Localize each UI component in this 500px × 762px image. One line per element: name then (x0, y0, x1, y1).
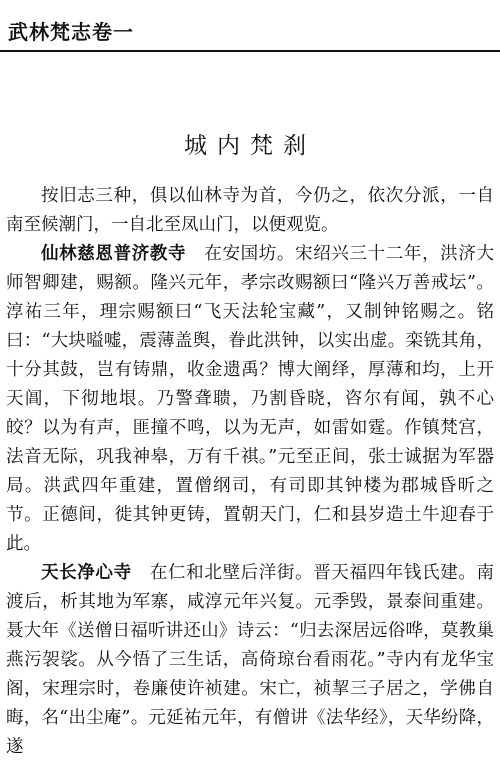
entry-name: 天长净心寺 (41, 563, 132, 583)
entry-paragraph (6, 559, 494, 762)
body-text (6, 182, 494, 762)
header-rule (0, 50, 500, 52)
intro-paragraph: 按旧志三种，俱以仙林寺为首，今仍之，依次分派，一自南至候潮门，一自北至凤山门，以便观览。 (6, 186, 494, 235)
entry-paragraph (6, 240, 494, 559)
book-title: 武林梵志卷一 (8, 20, 134, 44)
entry-name: 仙林慈恩普济教寺 (41, 244, 187, 264)
entry-text: 在安国坊。宋绍兴三十二年，洪济大师智卿建，赐额。隆兴元年，孝宗改赐额曰“隆兴万善戒坛”。淳祐三年，理宗赐额曰“飞天法轮宝藏”，又制钟铭赐之。铭曰：“大块嗌嘘，震薄盖舆，眷此洪钟，以实出虚。栾铣其角，十分其鼓，岂有铸鼎，收金遗禹？博大阐绎，厚薄和均，上开天阊，下彻地垠。乃警聋聩，乃割昏晓，咨尔有闻，孰不心皎？以为有声，匪撞不鸣，以为无声，如雷如霆。作镇梵宫，法音无际，巩我神皋，万有千祺。”元至正间，张士诚据为军器局。洪武四年重建，置僧纲司，有司即其钟楼为郡城昏昕之节。正德间，徙其钟更铸，置朝天门，仁和县岁造土牛迎春于此。 (6, 244, 495, 554)
section-title: 城内梵刹 (184, 133, 316, 159)
entry-text: 在仁和北壁后洋街。晋天福四年钱氏建。南渡后，析其地为军寨，咸淳元年兴复。元季毁，景泰间重建。聂大年《送僧日福听讲还山》诗云：“归去深居远俗哗，莫教巢燕污袈裟。从今悟了三生话，高倚琼台看雨花。”寺内有龙华宝阁，宋理宗时，卷廉使许祯建。宋亡，祯挈三子居之，学佛自晦，名“出尘庵”。元延祐元年，有僧讲《法华经》，天华纷降，遂 (6, 563, 495, 757)
